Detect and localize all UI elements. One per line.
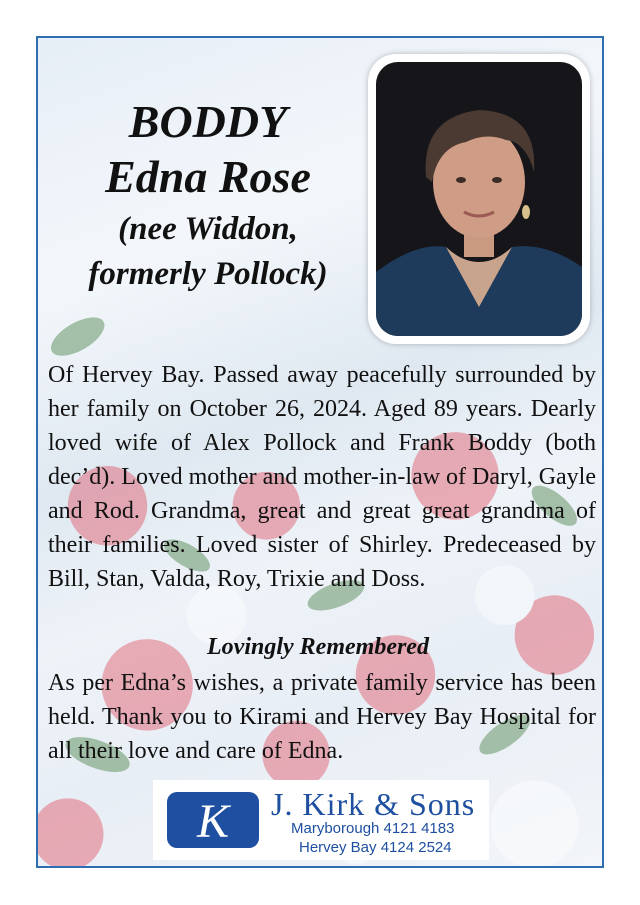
k-monogram-icon [165,790,261,850]
nee-line-2: formerly Pollock) [88,256,328,292]
name-block [48,96,368,296]
director-phone-hervey-bay: Hervey Bay 4124 2524 [299,839,452,856]
funeral-director-logo [153,780,489,860]
remembered-heading: Lovingly Remembered [207,634,429,660]
portrait-frame [368,54,590,344]
notice-body: Of Hervey Bay. Passed away peacefully surrounded by her family on October 26, 2024. Aged 89 years. Dearly loved wife of Alex Pollock and Frank Boddy (both dec’d). Loved mother and mother-in-law of Daryl, Gayle and Rod. Grandma, great and great great grandma of their families. Loved sister of Shirley. Predeceased by Bill, Stan, Valda, Roy, Trixie and Doss. [48,362,596,592]
logo-letter: K [196,795,230,848]
director-name: J. Kirk & Sons [271,786,476,822]
nee-line-1: (nee Widdon, [118,211,298,247]
given-names: Edna Rose [105,151,311,202]
director-phone-maryborough: Maryborough 4121 4183 [291,820,455,837]
portrait-photo [376,62,582,336]
surname: BODDY [128,96,288,147]
notice-card [36,36,604,868]
service-text: As per Edna’s wishes, a private family service has been held. Thank you to Kirami and Hervey Bay Hospital for all their love and care of Edna. [48,670,596,764]
